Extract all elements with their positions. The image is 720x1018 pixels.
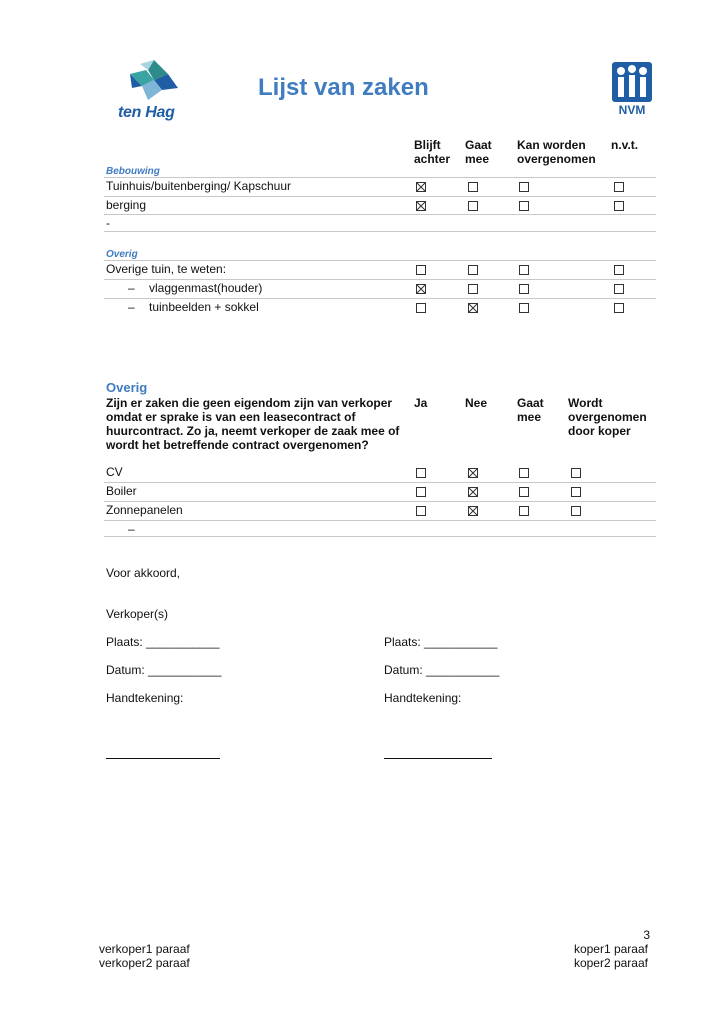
col-header-line: mee — [465, 152, 490, 166]
col-header-wordt-overgenomen — [568, 396, 647, 438]
divider — [104, 298, 656, 299]
divider — [104, 482, 656, 483]
col-header-line: Gaat — [517, 396, 544, 410]
footer-left — [99, 942, 190, 970]
col-header-nvt — [611, 138, 638, 152]
divider — [104, 501, 656, 502]
col-header-gaat-mee-2 — [517, 396, 544, 424]
checkbox-unchecked[interactable] — [519, 303, 529, 313]
col-header-line: n.v.t. — [611, 138, 639, 152]
checkbox-unchecked[interactable] — [416, 265, 426, 275]
seller1-initials: verkoper1 paraaf — [99, 942, 190, 956]
col-header-nee — [465, 396, 487, 410]
section-label-overig: Overig — [106, 249, 138, 260]
checkbox-checked[interactable] — [416, 182, 426, 192]
lease-question: Zijn er zaken die geen eigendom zijn van verkoper omdat er sprake is van een leasecontract of huurcontract. Zo ja, neemt verkoper de zaak mee of wordt het betreffende contract overgenomen? — [106, 396, 400, 452]
checkbox-unchecked[interactable] — [571, 487, 581, 497]
checkbox-unchecked[interactable] — [614, 284, 624, 294]
checkbox-unchecked[interactable] — [571, 468, 581, 478]
divider — [104, 536, 656, 537]
col-header-ja — [414, 396, 427, 410]
checkbox-unchecked[interactable] — [519, 506, 529, 516]
col-header-line: mee — [517, 410, 542, 424]
checkbox-unchecked[interactable] — [468, 182, 478, 192]
divider — [104, 231, 656, 232]
buyer2-initials: koper2 paraaf — [573, 956, 648, 970]
right-signature-label: Handtekening: — [384, 691, 462, 705]
checkbox-unchecked[interactable] — [614, 201, 624, 211]
page-number: 3 — [643, 928, 650, 942]
left-signature-label: Handtekening: — [106, 691, 184, 705]
divider — [104, 520, 656, 521]
checkbox-unchecked[interactable] — [519, 182, 529, 192]
col-header-line: door koper — [568, 424, 631, 438]
checkbox-unchecked[interactable] — [519, 487, 529, 497]
col-header-line: overgenomen — [517, 152, 596, 166]
checkbox-checked[interactable] — [468, 487, 478, 497]
row-label-vlaggenmast: vlaggenmast(houder) — [149, 281, 263, 295]
col-header-line: overgenomen — [568, 410, 647, 424]
col-header-gaat-mee — [465, 138, 492, 166]
checkbox-unchecked[interactable] — [519, 201, 529, 211]
checkbox-checked[interactable] — [416, 284, 426, 294]
checkbox-unchecked[interactable] — [416, 506, 426, 516]
col-header-line: Ja — [414, 396, 428, 410]
footer-right — [574, 942, 648, 970]
col-header-line: Kan worden — [517, 138, 586, 152]
checkbox-unchecked[interactable] — [519, 284, 529, 294]
checkbox-unchecked[interactable] — [614, 182, 624, 192]
col-header-line: achter — [414, 152, 451, 166]
page-title: Lijst van zaken — [258, 74, 429, 101]
checkbox-unchecked[interactable] — [416, 487, 426, 497]
divider — [104, 214, 656, 215]
nvm-logo-text: NVM — [618, 103, 646, 117]
divider — [104, 279, 656, 280]
row-label-zonnepanelen: Zonnepanelen — [106, 503, 183, 517]
checkbox-unchecked[interactable] — [416, 468, 426, 478]
row-label-empty: - — [106, 216, 110, 230]
seller2-initials: verkoper2 paraaf — [99, 956, 190, 970]
section-heading-overig: Overig — [106, 380, 148, 395]
checkbox-unchecked[interactable] — [571, 506, 581, 516]
checkbox-unchecked[interactable] — [614, 265, 624, 275]
ten-hag-logo-icon — [118, 56, 190, 104]
left-place-field[interactable]: Plaats: ___________ — [106, 635, 220, 649]
col-header-blijft-achter — [414, 138, 450, 166]
row-label-tuinhuis: Tuinhuis/buitenberging/ Kapschuur — [106, 179, 292, 193]
checkbox-unchecked[interactable] — [614, 303, 624, 313]
checkbox-unchecked[interactable] — [468, 284, 478, 294]
divider — [104, 177, 656, 178]
row-label-boiler: Boiler — [106, 484, 137, 498]
right-signature-line[interactable] — [384, 758, 492, 759]
row-label-empty: – — [128, 522, 135, 536]
checkbox-checked[interactable] — [468, 506, 478, 516]
divider — [104, 260, 656, 261]
checkbox-unchecked[interactable] — [519, 468, 529, 478]
col-header-kan-worden-overgenomen — [517, 138, 596, 166]
ten-hag-logo-text: ten Hag — [118, 104, 175, 121]
buyer1-initials: koper1 paraaf — [573, 942, 648, 956]
bullet-dash: – — [128, 300, 135, 314]
divider — [104, 196, 656, 197]
checkbox-unchecked[interactable] — [416, 303, 426, 313]
left-date-field[interactable]: Datum: ___________ — [106, 663, 222, 677]
col-header-line: Nee — [465, 396, 488, 410]
party-label: Verkoper(s) — [106, 607, 169, 621]
agreement-text: Voor akkoord, — [106, 566, 181, 580]
bullet-dash: – — [128, 281, 135, 295]
checkbox-checked[interactable] — [416, 201, 426, 211]
col-header-line: Gaat — [465, 138, 492, 152]
right-date-field[interactable]: Datum: ___________ — [384, 663, 500, 677]
left-signature-line[interactable] — [106, 758, 220, 759]
col-header-line: Wordt — [568, 396, 603, 410]
row-label-cv: CV — [106, 465, 123, 479]
checkbox-unchecked[interactable] — [468, 265, 478, 275]
right-place-field[interactable]: Plaats: ___________ — [384, 635, 498, 649]
section-label-bebouwing: Bebouwing — [106, 166, 160, 177]
checkbox-checked[interactable] — [468, 303, 478, 313]
col-header-line: Blijft — [414, 138, 441, 152]
checkbox-unchecked[interactable] — [519, 265, 529, 275]
row-label-tuinbeelden: tuinbeelden + sokkel — [149, 300, 259, 314]
checkbox-checked[interactable] — [468, 468, 478, 478]
row-label-overige-tuin: Overige tuin, te weten: — [106, 262, 227, 276]
row-label-berging: berging — [106, 198, 147, 212]
nvm-logo — [612, 62, 652, 118]
checkbox-unchecked[interactable] — [468, 201, 478, 211]
